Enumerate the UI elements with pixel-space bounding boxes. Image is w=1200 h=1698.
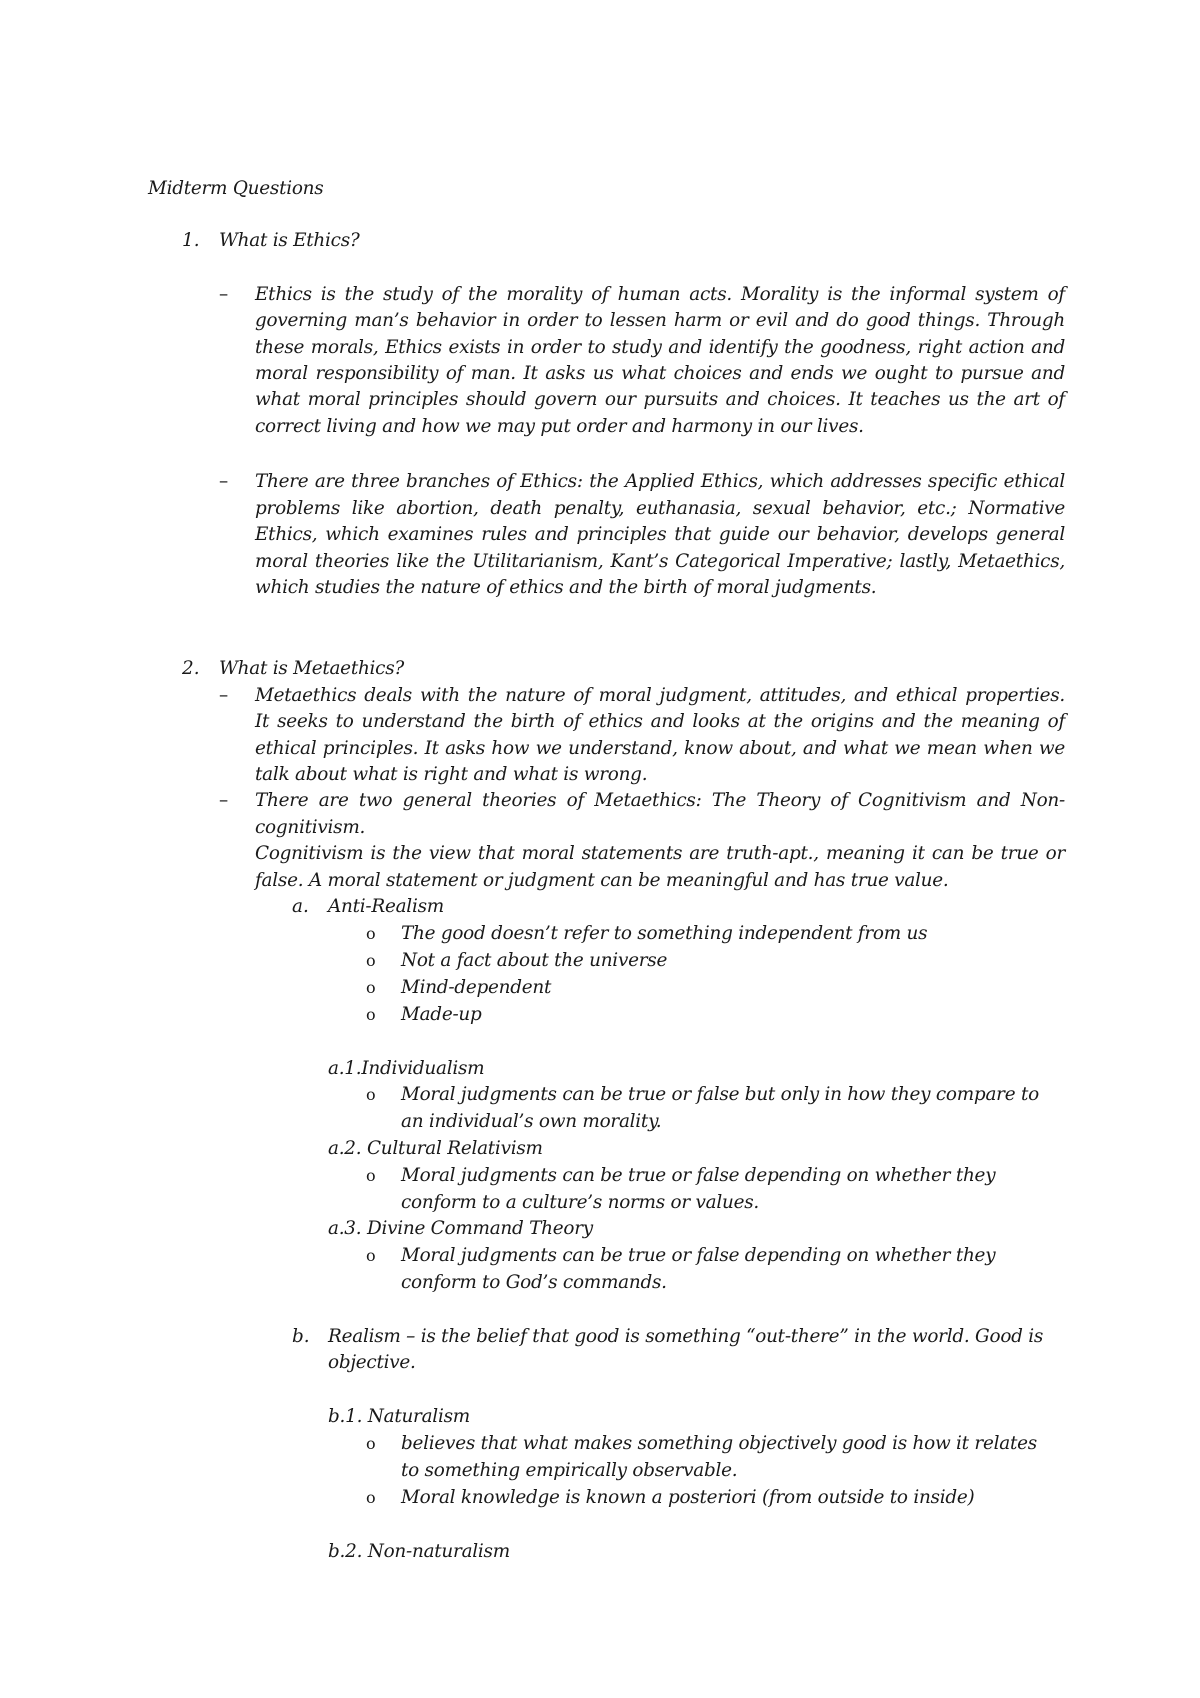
q1-para2-line: There are three branches of Ethics: the Applied Ethics, which addresses specific ethical (255, 471, 1065, 492)
naturalism-line: to something empirically observable. (401, 1460, 738, 1481)
anti-realism-item: Mind-dependent (401, 977, 552, 998)
q2-para2-line: cognitivism. (255, 817, 366, 838)
bullet-marker: o (366, 951, 376, 970)
realism-line: Realism – is the belief that good is something “out-there” in the world. Good is (328, 1326, 1044, 1347)
individualism-line: Moral judgments can be true or false but only in how they compare to (401, 1084, 1039, 1105)
anti-realism-item: The good doesn’t refer to something independent from us (401, 923, 928, 944)
bullet-marker: o (366, 1246, 376, 1265)
naturalism-line: Moral knowledge is known a posteriori (from outside to inside) (401, 1487, 975, 1508)
q1-dash-2: – (219, 471, 229, 492)
q1-question: What is Ethics? (219, 230, 360, 251)
q1-para2-line: moral theories like the Utilitarianism, Kant’s Categorical Imperative; lastly, Metaethics, (255, 551, 1065, 572)
bullet-marker: o (366, 1085, 376, 1104)
divine-command-line: Moral judgments can be true or false depending on whether they (401, 1245, 996, 1266)
non-naturalism-heading: b.2. Non-naturalism (328, 1541, 510, 1562)
bullet-marker: o (366, 1166, 376, 1185)
q2-question: What is Metaethics? (219, 658, 405, 679)
cultural-relativism-heading: a.2. Cultural Relativism (328, 1138, 543, 1159)
anti-realism-item: Made-up (401, 1004, 482, 1025)
individualism-heading: a.1.Individualism (328, 1058, 485, 1079)
q2-dash-2: – (219, 790, 229, 811)
bullet-marker: o (366, 1488, 376, 1507)
q1-para1-line: what moral principles should govern our pursuits and choices. It teaches us the art of (255, 389, 1065, 410)
q1-para1-line: these morals, Ethics exists in order to study and identify the goodness, right action and (255, 337, 1065, 358)
realism-line: objective. (328, 1352, 416, 1373)
individualism-line: an individual’s own morality. (401, 1111, 662, 1132)
q2-para1-line: Metaethics deals with the nature of moral judgment, attitudes, and ethical properties. (255, 685, 1065, 706)
q1-para2-line: problems like abortion, death penalty, euthanasia, sexual behavior, etc.; Normative (255, 498, 1065, 519)
q1-para1-line: correct living and how we may put order and harmony in our lives. (255, 416, 864, 437)
q1-para2-line: which studies the nature of ethics and the birth of moral judgments. (255, 577, 877, 598)
q1-para2-line: Ethics, which examines rules and principles that guide our behavior, develops general (255, 524, 1065, 545)
naturalism-line: believes that what makes something objectively good is how it relates (401, 1433, 1037, 1454)
q2-para1-line: It seeks to understand the birth of ethics and looks at the origins and the meaning of (255, 711, 1065, 732)
divine-command-heading: a.3. Divine Command Theory (328, 1218, 593, 1239)
q1-dash-1: – (219, 284, 229, 305)
q2-number: 2. (182, 658, 200, 679)
q1-para1-line: moral responsibility of man. It asks us what choices and ends we ought to pursue and (255, 363, 1065, 384)
naturalism-heading: b.1. Naturalism (328, 1406, 470, 1427)
cognitivism-line: Cognitivism is the view that moral statements are truth-apt., meaning it can be true or (255, 843, 1065, 864)
anti-realism-item: Not a fact about the universe (401, 950, 668, 971)
bullet-marker: o (366, 1005, 376, 1024)
q1-number: 1. (182, 230, 200, 251)
q2-dash-1: – (219, 685, 229, 706)
q2-para2-line: There are two general theories of Metaethics: The Theory of Cognitivism and Non- (255, 790, 1065, 811)
cognitivism-line: false. A moral statement or judgment can be meaningful and has true value. (255, 870, 949, 891)
q1-para1-line: Ethics is the study of the morality of human acts. Morality is the informal system of (255, 284, 1065, 305)
anti-realism-label: Anti-Realism (328, 896, 444, 917)
cultural-relativism-line: conform to a culture’s norms or values. (401, 1192, 759, 1213)
page-title: Midterm Questions (148, 178, 324, 199)
bullet-marker: o (366, 924, 376, 943)
q2-para1-line: talk about what is right and what is wrong. (255, 764, 648, 785)
realism-letter: b. (292, 1326, 310, 1347)
q1-para1-line: governing man’s behavior in order to lessen harm or evil and do good things. Through (255, 310, 1065, 331)
q2-para1-line: ethical principles. It asks how we understand, know about, and what we mean when we (255, 738, 1065, 759)
anti-realism-letter: a. (292, 896, 309, 917)
bullet-marker: o (366, 978, 376, 997)
bullet-marker: o (366, 1434, 376, 1453)
divine-command-line: conform to God’s commands. (401, 1272, 667, 1293)
cultural-relativism-line: Moral judgments can be true or false depending on whether they (401, 1165, 996, 1186)
